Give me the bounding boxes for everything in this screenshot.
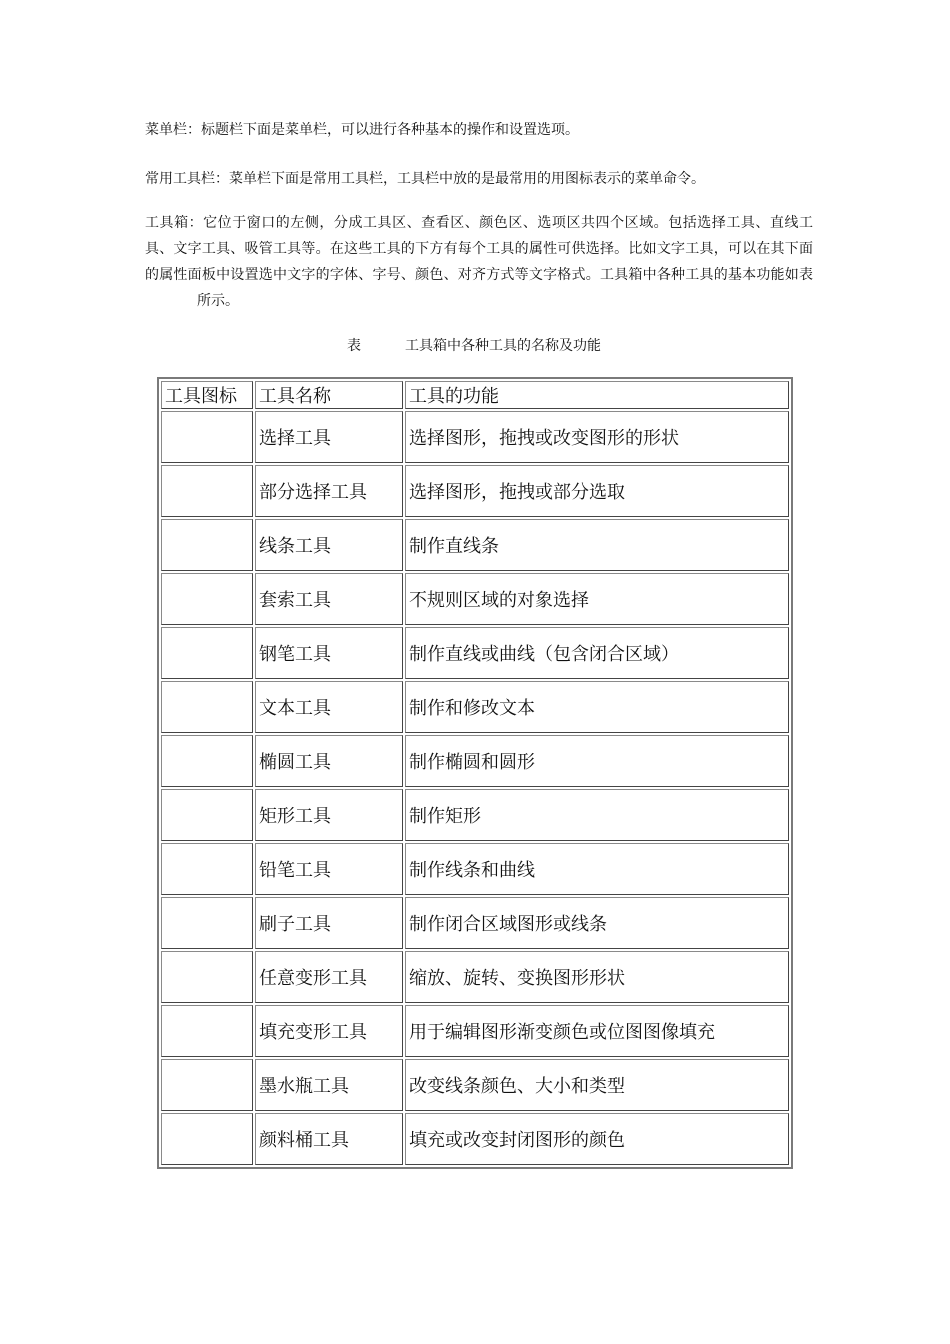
tool-name-cell: 任意变形工具 <box>255 951 403 1003</box>
tool-function-cell: 改变线条颜色、大小和类型 <box>405 1059 789 1111</box>
caption-prefix: 表 <box>347 338 361 354</box>
tool-function-cell: 用于编辑图形渐变颜色或位图图像填充 <box>405 1005 789 1057</box>
tool-function-cell: 制作和修改文本 <box>405 681 789 733</box>
tool-function-cell: 缩放、旋转、变换图形形状 <box>405 951 789 1003</box>
table-row <box>161 951 789 1003</box>
table-row <box>161 735 789 787</box>
table-row <box>161 1113 789 1165</box>
tool-icon-cell <box>161 1059 253 1111</box>
tool-name-cell: 铅笔工具 <box>255 843 403 895</box>
tool-function-cell: 填充或改变封闭图形的颜色 <box>405 1113 789 1165</box>
tool-icon-cell <box>161 735 253 787</box>
tool-function-cell: 选择图形，拖拽或改变图形的形状 <box>405 411 789 463</box>
table-caption <box>347 335 601 357</box>
tool-function-cell: 不规则区域的对象选择 <box>405 573 789 625</box>
tool-name-cell: 钢笔工具 <box>255 627 403 679</box>
header-function: 工具的功能 <box>405 381 789 409</box>
tool-function-cell: 制作直线条 <box>405 519 789 571</box>
tool-icon-cell <box>161 681 253 733</box>
table-row <box>161 1059 789 1111</box>
table-header-row <box>161 381 789 409</box>
tool-icon-cell <box>161 627 253 679</box>
table-row <box>161 627 789 679</box>
table-row <box>161 843 789 895</box>
tool-icon-cell <box>161 465 253 517</box>
tool-function-cell: 制作直线或曲线（包含闭合区域） <box>405 627 789 679</box>
tool-name-cell: 墨水瓶工具 <box>255 1059 403 1111</box>
tool-function-cell: 制作线条和曲线 <box>405 843 789 895</box>
header-name: 工具名称 <box>255 381 403 409</box>
paragraph-toolbox <box>145 210 813 314</box>
tool-name-cell: 填充变形工具 <box>255 1005 403 1057</box>
tool-name-cell: 文本工具 <box>255 681 403 733</box>
tool-function-cell: 选择图形，拖拽或部分选取 <box>405 465 789 517</box>
table-row <box>161 573 789 625</box>
paragraph-toolbox-tail: 所示。 <box>197 293 239 309</box>
table-row <box>161 519 789 571</box>
paragraph-toolbox-main: 工具箱：它位于窗口的左侧，分成工具区、查看区、颜色区、选项区共四个区域。包括选择工具、直线工具、文字工具、吸管工具等。在这些工具的下方有每个工具的属性可供选择。比如文字工具，可以在其下面的属性面板中设置选中文字的字体、字号、颜色、对齐方式等文字格式。工具箱中各种工具的基本功能如表 <box>145 215 813 283</box>
table-row <box>161 1005 789 1057</box>
tool-name-cell: 矩形工具 <box>255 789 403 841</box>
tool-name-cell: 椭圆工具 <box>255 735 403 787</box>
tool-icon-cell <box>161 1113 253 1165</box>
table-row <box>161 897 789 949</box>
table-row <box>161 681 789 733</box>
tool-function-cell: 制作闭合区域图形或线条 <box>405 897 789 949</box>
tools-table <box>157 377 793 1169</box>
tool-function-cell: 制作椭圆和圆形 <box>405 735 789 787</box>
tool-name-cell: 线条工具 <box>255 519 403 571</box>
tool-icon-cell <box>161 897 253 949</box>
tool-function-cell: 制作矩形 <box>405 789 789 841</box>
tool-name-cell: 套索工具 <box>255 573 403 625</box>
tool-name-cell: 部分选择工具 <box>255 465 403 517</box>
tool-icon-cell <box>161 573 253 625</box>
table-row <box>161 789 789 841</box>
tool-icon-cell <box>161 519 253 571</box>
paragraph-toolbar: 常用工具栏：菜单栏下面是常用工具栏，工具栏中放的是最常用的用图标表示的菜单命令。 <box>145 171 705 187</box>
table-row <box>161 465 789 517</box>
tool-icon-cell <box>161 1005 253 1057</box>
tool-icon-cell <box>161 951 253 1003</box>
tool-icon-cell <box>161 843 253 895</box>
tool-icon-cell <box>161 789 253 841</box>
caption-title: 工具箱中各种工具的名称及功能 <box>405 338 601 354</box>
tool-icon-cell <box>161 411 253 463</box>
paragraph-menubar: 菜单栏：标题栏下面是菜单栏，可以进行各种基本的操作和设置选项。 <box>145 122 579 138</box>
tool-name-cell: 选择工具 <box>255 411 403 463</box>
tool-name-cell: 颜料桶工具 <box>255 1113 403 1165</box>
header-icon: 工具图标 <box>161 381 253 409</box>
table-row <box>161 411 789 463</box>
tool-name-cell: 刷子工具 <box>255 897 403 949</box>
